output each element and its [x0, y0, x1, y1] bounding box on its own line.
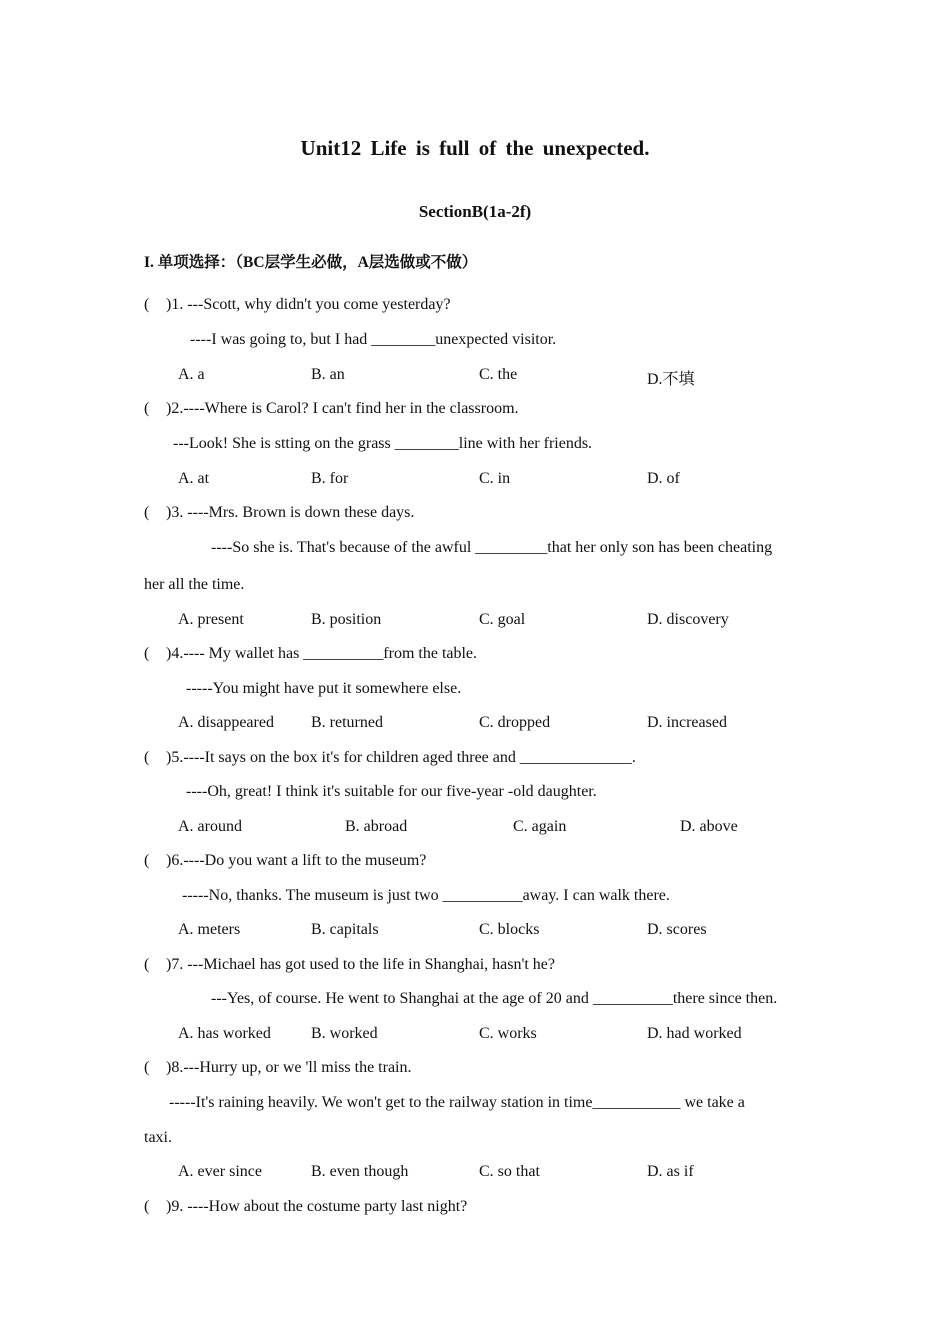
question-6-line: -----No, thanks. The museum is just two __________away. I can walk there.: [182, 887, 670, 904]
question-4-option-c: C. dropped: [479, 714, 551, 731]
page-subtitle: SectionB(1a-2f): [418, 202, 532, 221]
question-6-option-a: A. meters: [178, 921, 241, 938]
question-2-option-a: A. at: [178, 470, 210, 487]
question-8-line: -----It's raining heavily. We won't get to the railway station in time___________ we take a: [169, 1094, 745, 1111]
answer-blank: (: [144, 1198, 150, 1215]
question-5-option-b: B. abroad: [345, 818, 408, 835]
question-3-stem: ( )3. ----Mrs. Brown is down these days.: [144, 504, 415, 521]
question-7-option-c: C. works: [479, 1025, 537, 1042]
question-6-option-b: B. capitals: [311, 921, 379, 938]
question-3-option-c: C. goal: [479, 611, 526, 628]
question-1-stem: ( )1. ---Scott, why didn't you come yesterday?: [144, 296, 451, 313]
question-4-option-d: D. increased: [647, 714, 727, 731]
answer-blank: (: [144, 296, 150, 313]
question-2-option-c: C. in: [479, 470, 511, 487]
question-5-option-d: D. above: [680, 818, 738, 835]
question-2-stem: ( )2.----Where is Carol? I can't find her in the classroom.: [144, 400, 519, 417]
answer-blank: (: [144, 1059, 150, 1076]
question-1-line: ----I was going to, but I had ________unexpected visitor.: [190, 331, 557, 348]
question-8-option-b: B. even though: [311, 1163, 409, 1180]
question-6-option-c: C. blocks: [479, 921, 540, 938]
answer-blank: (: [144, 852, 150, 869]
question-7-line: ---Yes, of course. He went to Shanghai at the age of 20 and __________there since then.: [211, 990, 778, 1007]
question-3-option-b: B. position: [311, 611, 382, 628]
answer-blank: (: [144, 645, 150, 662]
question-6-option-d: D. scores: [647, 921, 707, 938]
question-2-option-d: D. of: [647, 470, 680, 487]
question-5-option-c: C. again: [513, 818, 567, 835]
question-8-option-d: D. as if: [647, 1163, 694, 1180]
page-title: Unit12 Life is full of the unexpected.: [300, 136, 650, 160]
answer-blank: (: [144, 504, 150, 521]
question-8-option-a: A. ever since: [178, 1163, 262, 1180]
question-8-stem: ( )8.---Hurry up, or we 'll miss the train.: [144, 1059, 412, 1076]
answer-blank: (: [144, 749, 150, 766]
question-2-line: ---Look! She is stting on the grass ________line with her friends.: [173, 435, 593, 452]
question-5-stem: ( )5.----It says on the box it's for children aged three and ______________.: [144, 749, 636, 766]
question-2-option-b: B. for: [311, 470, 349, 487]
question-5-option-a: A. around: [178, 818, 242, 835]
question-1-option-a: A. a: [178, 366, 205, 383]
question-4-line: -----You might have put it somewhere else.: [186, 680, 462, 697]
answer-blank: (: [144, 400, 150, 417]
question-4-option-b: B. returned: [311, 714, 383, 731]
answer-blank: (: [144, 956, 150, 973]
question-7-stem: ( )7. ---Michael has got used to the life in Shanghai, hasn't he?: [144, 956, 555, 973]
question-3-line: ----So she is. That's because of the awful _________that her only son has been cheating: [211, 539, 773, 556]
question-4-stem: ( )4.---- My wallet has __________from the table.: [144, 645, 478, 662]
question-3-line-2: her all the time.: [144, 576, 245, 593]
question-7-option-d: D. had worked: [647, 1025, 742, 1042]
question-9-stem: ( )9. ----How about the costume party last night?: [144, 1198, 468, 1215]
question-8-option-c: C. so that: [479, 1163, 540, 1180]
question-7-option-a: A. has worked: [178, 1025, 271, 1042]
question-1-option-d: D.不填: [647, 371, 695, 388]
question-3-option-a: A. present: [178, 611, 244, 628]
question-6-stem: ( )6.----Do you want a lift to the museum?: [144, 852, 427, 869]
question-7-option-b: B. worked: [311, 1025, 378, 1042]
question-5-line: ----Oh, great! I think it's suitable for our five-year -old daughter.: [186, 783, 597, 800]
question-1-option-c: C. the: [479, 366, 518, 383]
question-4-option-a: A. disappeared: [178, 714, 274, 731]
question-1-option-b: B. an: [311, 366, 345, 383]
question-3-option-d: D. discovery: [647, 611, 729, 628]
question-8-line-2: taxi.: [144, 1129, 172, 1146]
section-heading: I. 单项选择：（BC层学生必做，A层选做或不做）: [144, 254, 478, 271]
